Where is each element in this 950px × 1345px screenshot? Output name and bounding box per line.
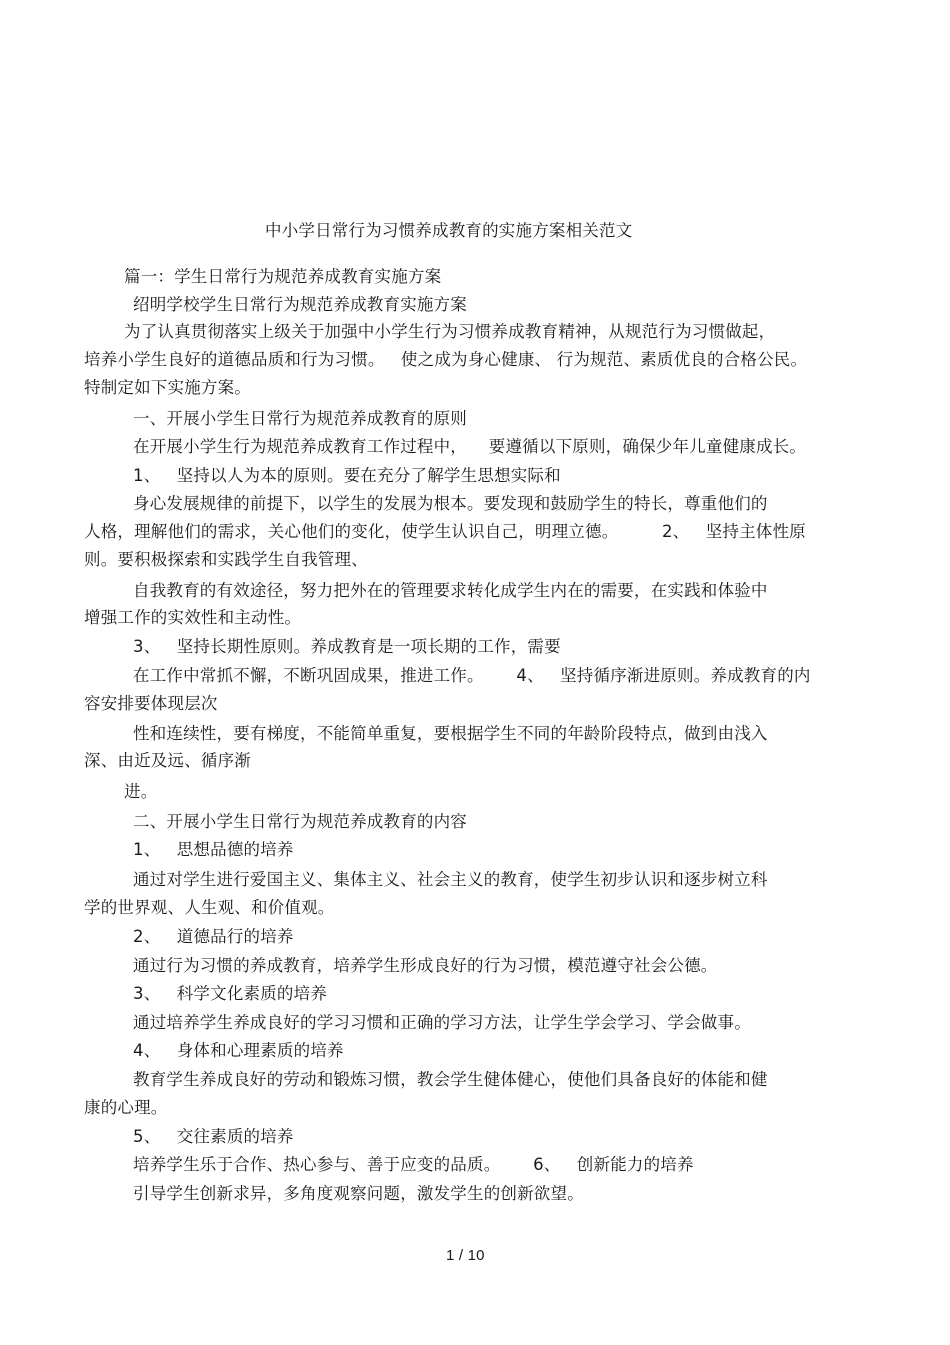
text-line: 身心发展规律的前提下，以学生的发展为根本。要发现和鼓励学生的特长，尊重他们的	[133, 494, 768, 513]
text-line: 绍明学校学生日常行为规范养成教育实施方案	[133, 295, 467, 314]
text-line: 容安排要体现层次	[84, 694, 218, 713]
document-title: 中小学日常行为习惯养成教育的实施方案相关范文	[265, 221, 633, 240]
text-line: 培养小学生良好的道德品质和行为习惯。 使之成为身心健康、 行为规范、素质优良的合格公民。	[84, 350, 808, 369]
text-line: 特制定如下实施方案。	[84, 378, 251, 397]
text-line: 二、开展小学生日常行为规范养成教育的内容	[133, 812, 467, 831]
text-line: 性和连续性，要有梯度，不能简单重复，要根据学生不同的年龄阶段特点，做到由浅入	[133, 724, 768, 743]
text-line: 培养学生乐于合作、热心参与、善于应变的品质。 6、 创新能力的培养	[133, 1155, 694, 1174]
text-line: 1、 思想品德的培养	[133, 840, 294, 859]
text-line: 通过培养学生养成良好的学习习惯和正确的学习方法，让学生学会学习、学会做事。	[133, 1013, 751, 1032]
text-line: 3、 科学文化素质的培养	[133, 984, 328, 1003]
text-line: 引导学生创新求异，多角度观察问题，激发学生的创新欲望。	[133, 1184, 584, 1203]
text-line: 在工作中常抓不懈，不断巩固成果，推进工作。 4、 坚持循序渐进原则。养成教育的内	[133, 666, 811, 685]
text-line: 4、 身体和心理素质的培养	[133, 1041, 344, 1060]
text-line: 康的心理。	[84, 1098, 168, 1117]
text-line: 通过行为习惯的养成教育，培养学生形成良好的行为习惯，模范遵守社会公德。	[133, 956, 718, 975]
text-line: 1、 坚持以人为本的原则。要在充分了解学生思想实际和	[133, 466, 561, 485]
text-line: 学的世界观、人生观、和价值观。	[84, 898, 335, 917]
text-line: 5、 交往素质的培养	[133, 1127, 294, 1146]
text-line: 增强工作的实效性和主动性。	[84, 608, 302, 627]
text-line: 2、 道德品行的培养	[133, 927, 294, 946]
text-line: 在开展小学生行为规范养成教育工作过程中， 要遵循以下原则，确保少年儿童健康成长。	[133, 437, 807, 456]
page-number: 1 / 10	[446, 1247, 485, 1264]
text-line: 教育学生养成良好的劳动和锻炼习惯，教会学生健体健心，使他们具备良好的体能和健	[133, 1070, 768, 1089]
text-line: 篇一：学生日常行为规范养成教育实施方案	[124, 267, 442, 286]
text-line: 深、由近及远、循序渐	[84, 751, 251, 770]
text-line: 自我教育的有效途径，努力把外在的管理要求转化成学生内在的需要，在实践和体验中	[133, 581, 768, 600]
text-line: 则。要积极探索和实践学生自我管理、	[84, 550, 368, 569]
text-line: 通过对学生进行爱国主义、集体主义、社会主义的教育，使学生初步认识和逐步树立科	[133, 870, 768, 889]
text-line: 一、开展小学生日常行为规范养成教育的原则	[133, 409, 467, 428]
text-line: 人格，理解他们的需求，关心他们的变化，使学生认识自己，明理立德。 2、 坚持主体性原	[84, 522, 806, 541]
text-line: 进。	[124, 782, 158, 801]
text-line: 3、 坚持长期性原则。养成教育是一项长期的工作，需要	[133, 637, 561, 656]
text-line: 为了认真贯彻落实上级关于加强中小学生行为习惯养成教育精神，从规范行为习惯做起，	[124, 322, 776, 341]
